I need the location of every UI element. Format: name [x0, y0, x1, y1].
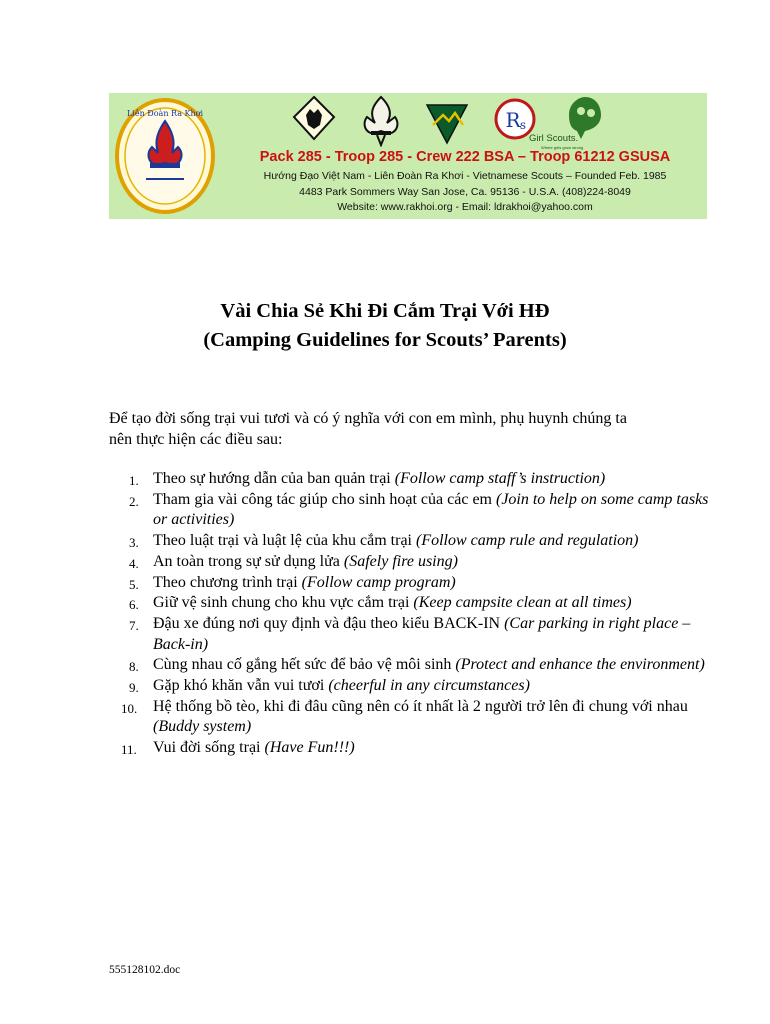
list-item-text-vi: Gặp khó khăn vẫn vui tươi — [153, 677, 329, 695]
list-item — [109, 593, 709, 614]
list-item-text-en: (Follow camp staff’s instruction) — [394, 470, 606, 487]
list-item-number: 7. — [129, 617, 139, 633]
intro-paragraph — [109, 408, 709, 450]
list-item — [109, 490, 709, 531]
list-item-text-vi: Theo luật trại và luật lệ của khu cắm trại — [153, 532, 416, 550]
list-item — [109, 676, 709, 697]
troop-badge-logo — [114, 97, 216, 215]
list-item-number: 9. — [129, 680, 139, 696]
document-title-vi: Vài Chia Sẻ Khi Đi Cắm Trại Với HĐ — [220, 300, 550, 322]
list-item-text-en: (Safely fire using) — [343, 552, 458, 570]
banner-line-3: Website: www.rakhoi.org - Email: ldrakhoi@yahoo.com — [337, 201, 593, 213]
list-item-number: 10. — [121, 700, 138, 716]
list-item-text-vi: Đậu xe đúng nơi quy định và đậu theo kiểu BACK-IN — [153, 614, 505, 632]
list-item-number: 5. — [129, 576, 139, 592]
svg-text:R: R — [505, 108, 521, 132]
guidelines-list — [109, 469, 709, 759]
intro-line-2: nên thực hiện các điều sau: — [109, 431, 283, 448]
girl-scouts-tagline: Where girls grow strong — [541, 145, 584, 150]
list-item — [109, 697, 709, 738]
list-item-text-en: (Follow camp rule and regulation) — [416, 532, 639, 550]
list-item-text-en: (Have Fun!!!) — [264, 739, 355, 757]
list-item-text-en: (Protect and enhance the environment) — [455, 656, 705, 674]
list-item-text-vi: Theo sự hướng dẫn của ban quản trại — [153, 470, 395, 487]
list-item-number: 2. — [129, 493, 139, 509]
list-item-number: 1. — [129, 473, 139, 488]
banner-line-1: Hướng Đạo Việt Nam - Liên Đoàn Ra Khơi - Vietnamese Scouts – Founded Feb. 1985 — [263, 170, 667, 182]
banner-line-2: 4483 Park Sommers Way San Jose, Ca. 95136 - U.S.A. (408)224-8049 — [299, 186, 631, 198]
girl-scouts-wordmark: Girl Scouts. — [529, 133, 579, 144]
footer-filename: 555128102.doc — [109, 964, 181, 976]
banner-title: Pack 285 - Troop 285 - Crew 222 BSA – Troop 61212 GSUSA — [259, 149, 671, 165]
list-item — [109, 573, 709, 594]
list-item — [109, 469, 709, 490]
list-item-text-vi: Vui đời sống trại — [153, 739, 265, 757]
list-item-number: 8. — [129, 659, 139, 675]
list-item-number: 6. — [129, 597, 139, 613]
list-item-text-vi: An toàn trong sự sử dụng lửa — [153, 552, 344, 570]
boy-scouts-emblem — [359, 95, 403, 147]
list-item-number: 3. — [129, 535, 139, 551]
venturing-emblem — [425, 95, 469, 147]
list-item — [109, 738, 709, 759]
cub-scouts-emblem — [292, 95, 336, 147]
document-title-en: (Camping Guidelines for Scouts’ Parents) — [203, 329, 567, 351]
list-item-text-en: (Follow camp program) — [301, 573, 456, 591]
list-item-number: 11. — [121, 742, 137, 758]
list-item-text-vi: Theo chương trình trại — [153, 573, 302, 591]
list-item-text-en: (cheerful in any circumstances) — [328, 677, 530, 695]
list-item-text-en: (Join to help on some camp tasks or activities) — [153, 490, 709, 529]
list-item-number: 4. — [129, 555, 139, 571]
list-item-text-en: (Keep campsite clean at all times) — [413, 594, 632, 612]
list-item-text-en: (Buddy system) — [153, 718, 252, 736]
badge-text: Liên Đoàn Ra Khơi — [126, 109, 204, 118]
list-item — [109, 531, 709, 552]
header-banner — [109, 93, 707, 219]
list-item — [109, 614, 709, 655]
list-item-text-vi: Hệ thống bồ tèo, khi đi đâu cũng nên có ít nhất là 2 người trở lên đi chung với nhau — [153, 697, 688, 715]
list-item-text-en: (Car parking in right place – Back-in) — [153, 614, 691, 653]
svg-text:s: s — [519, 118, 527, 132]
list-item-text-vi: Tham gia vài công tác giúp cho sinh hoạt của các em — [153, 490, 496, 508]
list-item-text-vi: Giữ vệ sinh chung cho khu vực cắm trại — [153, 594, 414, 612]
intro-line-1: Để tạo đời sống trại vui tươi và có ý nghĩa với con em mình, phụ huynh chúng ta — [109, 410, 627, 427]
list-item — [109, 655, 709, 676]
list-item-text-vi: Cùng nhau cố gắng hết sức để bảo vệ môi sinh — [153, 656, 456, 674]
list-item — [109, 552, 709, 573]
